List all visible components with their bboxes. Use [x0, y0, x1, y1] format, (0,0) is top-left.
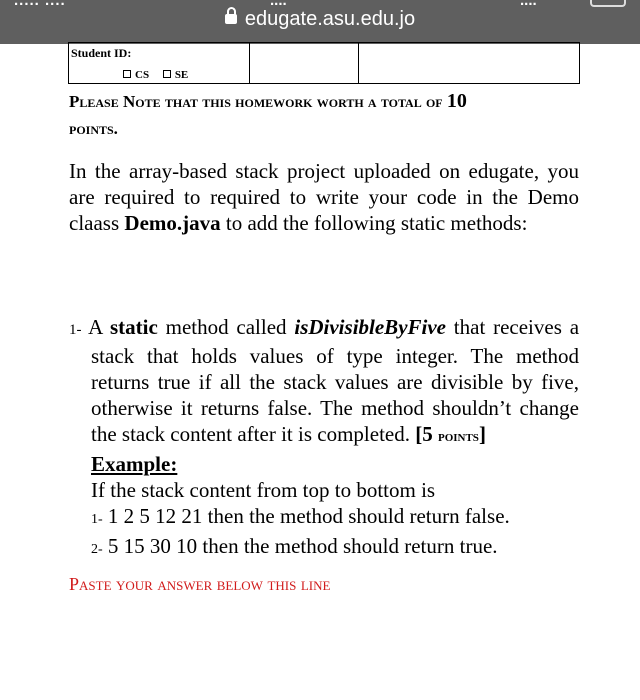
program-options [123, 69, 188, 81]
example-line-1 [69, 503, 579, 533]
example-line-2 [69, 533, 579, 563]
task-desc: that receives a stack that holds values of type integer. The method returns true if all the stack values are divisible by five, otherwise it returns false. The method shouldn’t change the stack content after it is completed. [91, 315, 580, 446]
cs-checkbox[interactable] [123, 70, 131, 78]
se-checkbox[interactable] [163, 70, 171, 78]
blank-cell-1 [250, 43, 359, 84]
paste-answer-line: Paste your answer below this line [69, 574, 331, 594]
intro-part2: to add the following static methods: [220, 211, 528, 235]
task-points-word: points [437, 428, 479, 445]
cs-label: CS [135, 69, 150, 81]
url-text: edugate.asu.edu.jo [244, 8, 416, 30]
browser-top-bar [0, 0, 640, 44]
status-signal: ..... .... [14, 0, 66, 9]
blank-cell-2 [359, 43, 580, 84]
example-title: Example: [91, 452, 178, 476]
student-id-label: Student ID: [71, 46, 132, 60]
note-text: Please Note that this homework worth a total of [69, 92, 443, 111]
task-points-close: ] [478, 422, 486, 446]
task-points-open: [5 [415, 422, 433, 446]
intro-paragraph [69, 158, 579, 236]
note-points-word: points. [69, 119, 118, 138]
status-indicators: .... [520, 0, 537, 9]
points-note [69, 88, 579, 142]
address-bar[interactable] [0, 8, 640, 31]
status-time: .... [270, 0, 287, 9]
se-label: SE [174, 69, 189, 81]
example-2-num: 2- [91, 542, 103, 557]
example-intro: If the stack content from top to bottom is [91, 478, 436, 502]
student-id-table [68, 42, 580, 84]
lock-icon [225, 14, 237, 24]
battery-icon [590, 0, 626, 7]
task-a: A [88, 315, 110, 339]
task-method-name: isDivisibleByFive [294, 315, 446, 339]
example-2-text: 5 15 30 10 then the method should return true. [102, 534, 498, 558]
task-called: method called [157, 315, 295, 339]
intro-file-name: Demo.java [124, 211, 221, 235]
example-1-text: 1 2 5 12 21 then the method should return false. [102, 504, 510, 528]
task-description [69, 314, 579, 450]
intro-part1: In the array-based stack project uploaded on edugate, you are required to required to write your code in the Demo claass [69, 159, 579, 235]
task-item [69, 314, 579, 563]
student-id-cell [69, 43, 250, 84]
task-static-word: static [109, 315, 158, 339]
example-1-num: 1- [91, 512, 103, 527]
task-number: 1- [69, 322, 82, 338]
note-points-number: 10 [446, 90, 467, 112]
